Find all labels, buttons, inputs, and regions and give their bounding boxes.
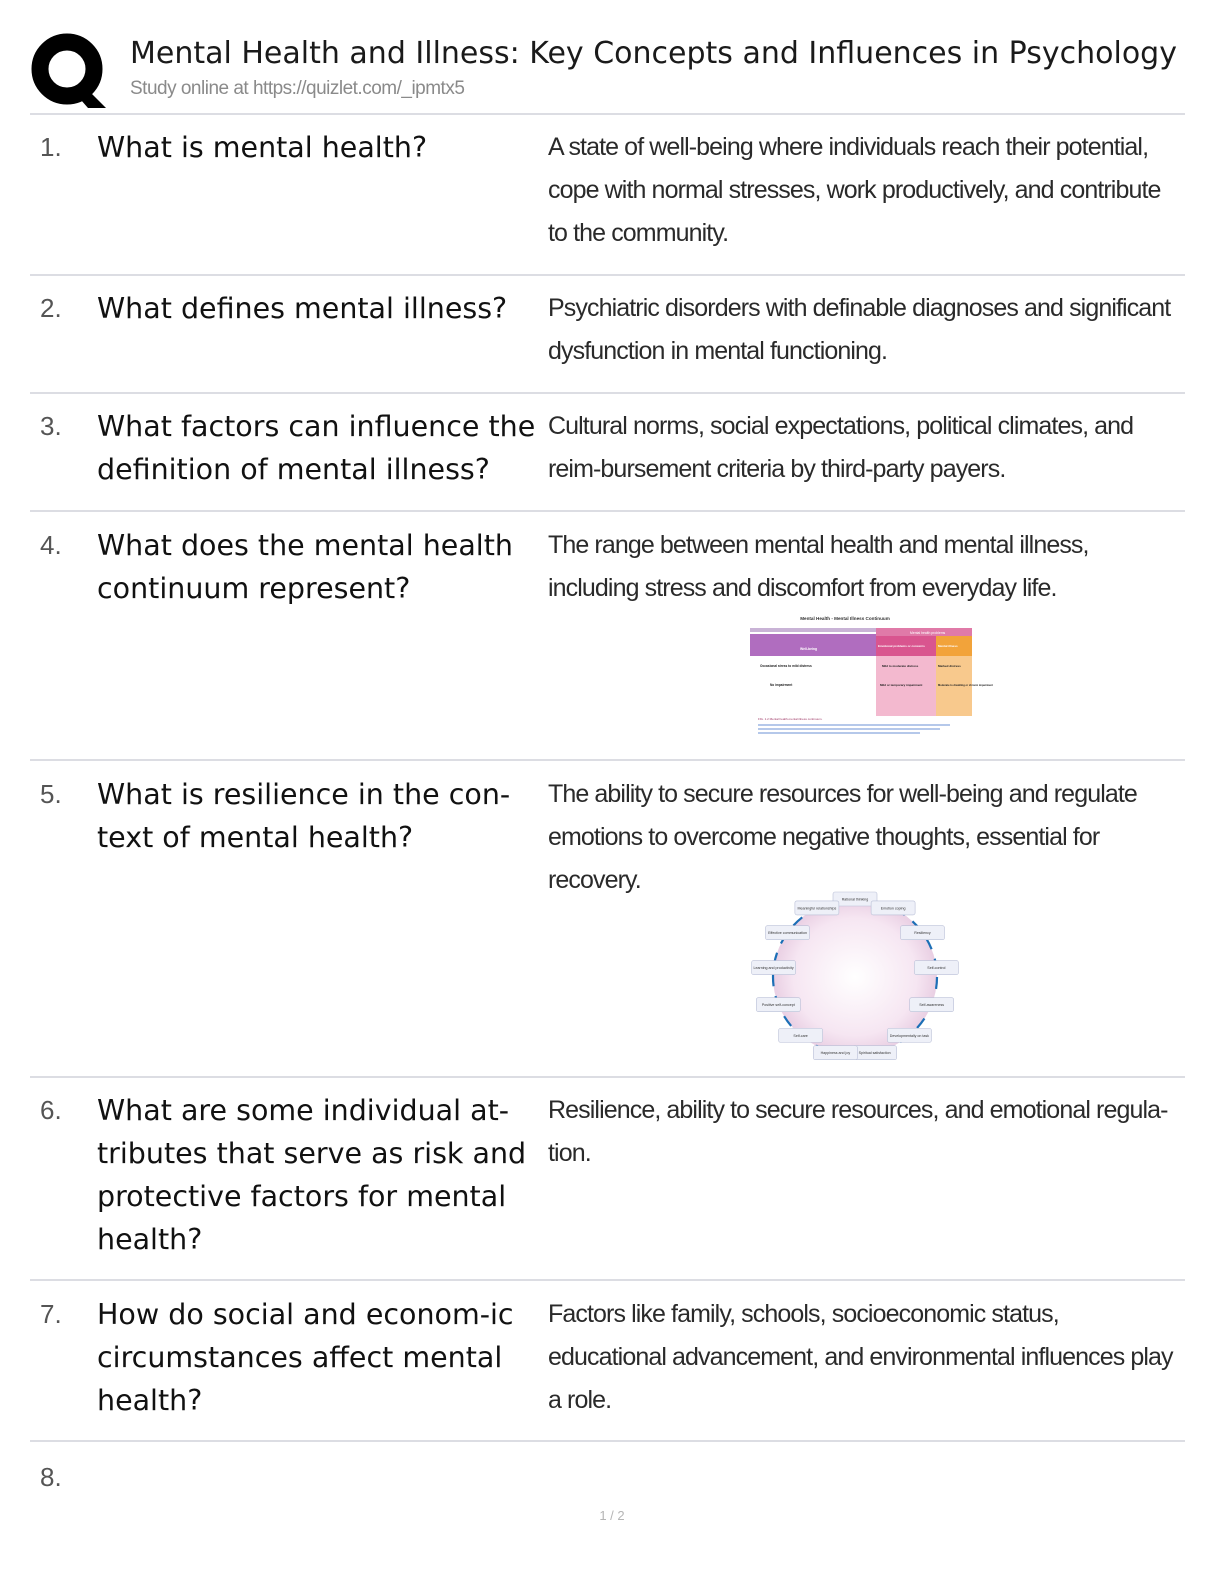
resilience-wheel-figure	[742, 881, 968, 1069]
card-number: 3.	[40, 411, 62, 441]
resilience-node	[833, 892, 877, 906]
resilience-node	[766, 926, 810, 940]
card-term: What is mental health?	[97, 131, 428, 164]
continuum-figure	[750, 616, 993, 736]
flashcard-5	[30, 773, 1185, 1073]
card-term: What does the mental health continuum represent?	[97, 529, 513, 605]
resilience-node-label: Self-awareness	[919, 1003, 945, 1008]
divider	[30, 759, 1185, 761]
divider	[30, 1440, 1185, 1442]
row2-col2: Mild or temporary impairment	[880, 683, 923, 687]
divider	[30, 113, 1185, 115]
resilience-node	[914, 961, 958, 975]
row2-col1: No impairment	[770, 683, 793, 687]
divider	[30, 1279, 1185, 1281]
card-definition: A state of well-being where individuals reach their potential, cope with normal stresses, work productively, and contribute to the community.	[548, 133, 1161, 247]
card-number: 7.	[40, 1299, 62, 1329]
resilience-node-label: Spiritual satisfaction	[858, 1051, 891, 1056]
study-link-text[interactable]: Study online at https://quizlet.com/_ipmtx5	[130, 78, 465, 99]
resilience-node-label: Self-control	[927, 965, 946, 970]
column-label-mental-illness: Mental illness	[938, 644, 958, 648]
resilience-node-label: Self-care	[793, 1033, 808, 1038]
divider	[30, 392, 1185, 394]
resilience-node	[871, 901, 915, 915]
column-label-emotional: Emotional problems or concerns	[878, 644, 925, 648]
card-definition: The range between mental health and mental illness, including stress and discomfort from everyday life.	[548, 531, 1089, 602]
resilience-node-label: Rational thinking	[841, 897, 869, 902]
divider	[30, 274, 1185, 276]
resilience-node-label: Resiliency	[914, 931, 931, 936]
row2-col3: Moderate to disabling or chronic impairment	[938, 684, 993, 687]
card-number: 1.	[40, 132, 62, 162]
resilience-node	[779, 1028, 823, 1042]
card-term: What factors can influence the definition of mental illness?	[97, 410, 536, 486]
resilience-node	[752, 961, 796, 975]
resilience-node-label: Happiness and joy	[820, 1051, 851, 1056]
card-term: What are some individual at-tributes that serve as risk and protective factors for mental health?	[97, 1094, 527, 1256]
quizlet-logo-icon	[30, 32, 108, 110]
divider	[30, 1076, 1185, 1078]
card-definition: Factors like family, schools, socioeconomic status, educational advancement, and environmental influences play a role.	[548, 1300, 1173, 1414]
resilience-node	[853, 1046, 897, 1060]
row1-col2: Mild to moderate distress	[882, 664, 919, 668]
resilience-node-label: Developmentally on task	[889, 1033, 929, 1038]
row1-col3: Marked distress	[938, 664, 961, 668]
page-title: Mental Health and Illness: Key Concepts and Influences in Psychology	[130, 36, 1177, 71]
flashcard-4	[30, 524, 1185, 754]
resilience-node	[795, 901, 839, 915]
band-label-problems: Mental health problems	[910, 631, 946, 635]
card-number: 6.	[40, 1095, 62, 1125]
resilience-node	[756, 998, 800, 1012]
resilience-node-label: Positive self-concept	[761, 1003, 795, 1008]
card-number: 8.	[40, 1462, 62, 1492]
resilience-node-label: Learning and productivity	[753, 965, 794, 970]
column-label-wellbeing: Well-being	[800, 647, 818, 651]
card-term: How do social and econom-ic circumstances affect mental health?	[97, 1298, 514, 1417]
page-number: 1 / 2	[599, 1508, 625, 1523]
card-number: 4.	[40, 530, 62, 560]
resilience-node	[900, 926, 944, 940]
divider	[30, 510, 1185, 512]
resilience-node-label: Effective communication	[768, 931, 807, 936]
card-term: What defines mental illness?	[97, 292, 508, 325]
card-definition: Psychiatric disorders with definable diagnoses and significant dysfunction in mental functioning.	[548, 294, 1171, 365]
resilience-node-label: Meaningful relationships	[797, 906, 837, 911]
card-definition: The ability to secure resources for well-being and regulate emotions to overcome negative thoughts, essential for recovery.	[548, 780, 1137, 894]
card-number: 2.	[40, 293, 62, 323]
continuum-title: Mental Health - Mental Illness Continuum	[800, 616, 890, 621]
resilience-node	[910, 998, 954, 1012]
card-term: What is resilience in the con-text of mental health?	[97, 778, 511, 854]
resilience-node	[887, 1028, 931, 1042]
card-definition: Cultural norms, social expectations, political climates, and reim-bursement criteria by third-party payers.	[548, 412, 1134, 483]
continuum-caption: FIG. 1.2 Mental health-mental illness continuum.	[758, 717, 823, 721]
row1-col1: Occasional stress to mild distress	[760, 664, 812, 668]
card-number: 5.	[40, 779, 62, 809]
page-header	[30, 28, 1185, 114]
resilience-node-label: Emotion coping	[880, 906, 906, 911]
card-definition: Resilience, ability to secure resources, and emotional regula-tion.	[548, 1096, 1168, 1167]
resilience-node	[813, 1046, 857, 1060]
